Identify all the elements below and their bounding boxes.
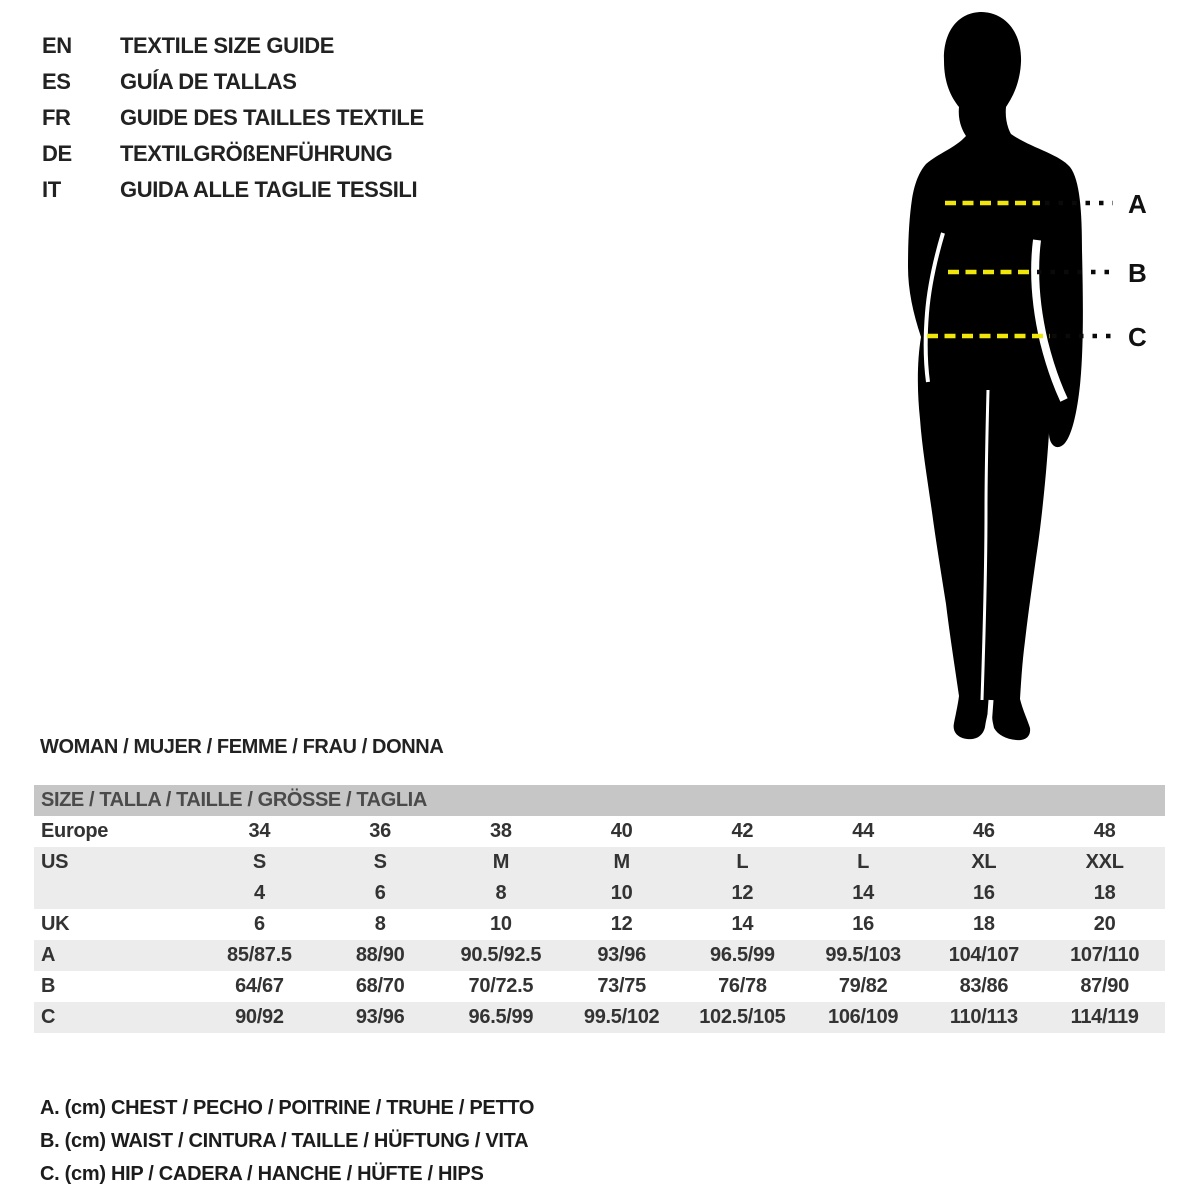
size-value-cell: XXL xyxy=(1085,851,1124,873)
size-value-cell: S xyxy=(252,851,266,873)
size-value-cell: 87/90 xyxy=(1080,975,1129,997)
size-value-cell: 6 xyxy=(374,882,386,904)
size-value-cell: 99.5/102 xyxy=(583,1006,660,1028)
size-value-cell: 102.5/105 xyxy=(699,1006,786,1028)
size-value-cell: 99.5/103 xyxy=(825,944,901,966)
language-row xyxy=(42,172,424,208)
language-code: IT xyxy=(42,177,61,202)
size-value-cell: 85/87.5 xyxy=(227,944,292,966)
legend-line: B. (cm) WAIST / CINTURA / TAILLE / HÜFTUNG / VITA xyxy=(40,1130,529,1152)
size-value-cell: 4 xyxy=(253,882,265,904)
language-row xyxy=(42,64,424,100)
row-label xyxy=(34,878,199,909)
size-value-cell: 38 xyxy=(490,820,512,842)
size-value-cell: 14 xyxy=(852,882,874,904)
table-row xyxy=(34,847,1165,878)
size-value-cell: 64/67 xyxy=(235,975,284,997)
table-row xyxy=(34,878,1165,909)
size-value-cell: 90/92 xyxy=(235,1006,284,1028)
size-value-cell: 46 xyxy=(973,820,995,842)
size-value-cell: 8 xyxy=(495,882,507,904)
row-label: B xyxy=(41,975,56,997)
figure-area xyxy=(860,0,1200,760)
legend-line: C. (cm) HIP / CADERA / HANCHE / HÜFTE / HIPS xyxy=(40,1163,484,1185)
language-row xyxy=(42,136,424,172)
size-value-cell: 114/119 xyxy=(1070,1006,1139,1028)
language-guide-title: TEXTILE SIZE GUIDE xyxy=(120,33,335,58)
section-title: WOMAN / MUJER / FEMME / FRAU / DONNA xyxy=(40,736,444,758)
hip-label: C xyxy=(1128,322,1147,352)
language-guide-title: TEXTILGRÖßENFÜHRUNG xyxy=(120,141,393,166)
size-value-cell: 110/113 xyxy=(949,1006,1018,1028)
language-code: EN xyxy=(42,33,72,58)
size-table xyxy=(34,785,1165,1033)
size-value-cell: 88/90 xyxy=(355,944,405,966)
size-value-cell: 107/110 xyxy=(1070,944,1140,966)
table-row xyxy=(34,971,1165,1002)
table-row xyxy=(34,1002,1165,1033)
size-table-body xyxy=(34,816,1165,1033)
size-value-cell: 12 xyxy=(731,882,754,904)
size-value-cell: 48 xyxy=(1093,820,1116,842)
size-value-cell: 40 xyxy=(610,820,633,842)
size-value-cell: 16 xyxy=(852,913,874,935)
size-value-cell: 18 xyxy=(1093,882,1116,904)
language-guide-title: GUÍA DE TALLAS xyxy=(120,69,297,94)
size-value-cell: 36 xyxy=(369,820,391,842)
row-label: UK xyxy=(41,913,70,935)
size-value-cell: 10 xyxy=(490,913,512,935)
row-label: Europe xyxy=(41,820,109,842)
size-value-cell: 20 xyxy=(1093,913,1116,935)
size-value-cell: 14 xyxy=(731,913,754,935)
waist-label: B xyxy=(1128,258,1147,288)
table-row xyxy=(34,816,1165,847)
size-value-cell: 10 xyxy=(610,882,633,904)
size-value-cell: 8 xyxy=(374,913,386,935)
size-value-cell: 42 xyxy=(731,820,754,842)
size-value-cell: 44 xyxy=(852,820,874,842)
row-label: US xyxy=(41,851,69,873)
size-value-cell: L xyxy=(736,851,749,873)
language-guide-title: GUIDA ALLE TAGLIE TESSILI xyxy=(120,177,418,202)
size-value-cell: 90.5/92.5 xyxy=(460,944,542,966)
size-value-cell: 76/78 xyxy=(718,975,767,997)
language-code: ES xyxy=(42,69,71,94)
size-value-cell: 70/72.5 xyxy=(468,975,534,997)
language-row xyxy=(42,100,424,136)
language-row xyxy=(42,28,424,64)
size-value-cell: M xyxy=(492,851,510,873)
feet-gap xyxy=(988,700,991,741)
size-value-cell: 68/70 xyxy=(355,975,405,997)
table-row xyxy=(34,940,1165,971)
size-value-cell: XL xyxy=(971,851,997,873)
size-value-cell: 104/107 xyxy=(948,944,1019,966)
language-code: DE xyxy=(42,141,72,166)
row-label: A xyxy=(41,944,56,966)
language-guide-title: GUIDE DES TAILLES TEXTILE xyxy=(120,105,424,130)
measure-legend xyxy=(40,1092,534,1191)
size-value-cell: 18 xyxy=(973,913,995,935)
size-value-cell: 6 xyxy=(253,913,265,935)
size-value-cell: 96.5/99 xyxy=(710,944,775,966)
size-value-cell: 79/82 xyxy=(838,975,888,997)
table-row xyxy=(34,909,1165,940)
size-value-cell: 106/109 xyxy=(828,1006,899,1028)
size-value-cell: 83/86 xyxy=(959,975,1009,997)
size-value-cell: 73/75 xyxy=(597,975,646,997)
size-value-cell: 93/96 xyxy=(355,1006,405,1028)
legend-line: A. (cm) CHEST / PECHO / POITRINE / TRUHE / PETTO xyxy=(40,1097,535,1119)
language-code: FR xyxy=(42,105,71,130)
size-value-cell: 34 xyxy=(248,820,271,842)
chest-label: A xyxy=(1128,189,1147,219)
size-value-cell: 12 xyxy=(610,913,633,935)
size-value-cell: M xyxy=(613,851,630,873)
size-value-cell: S xyxy=(373,851,387,873)
size-table-header: SIZE / TALLA / TAILLE / GRÖSSE / TAGLIA xyxy=(34,785,1165,816)
size-value-cell: 16 xyxy=(973,882,995,904)
language-list xyxy=(42,28,424,208)
size-value-cell: 96.5/99 xyxy=(468,1006,534,1028)
size-value-cell: L xyxy=(857,851,870,873)
row-label: C xyxy=(41,1006,56,1028)
size-value-cell: 93/96 xyxy=(597,944,646,966)
